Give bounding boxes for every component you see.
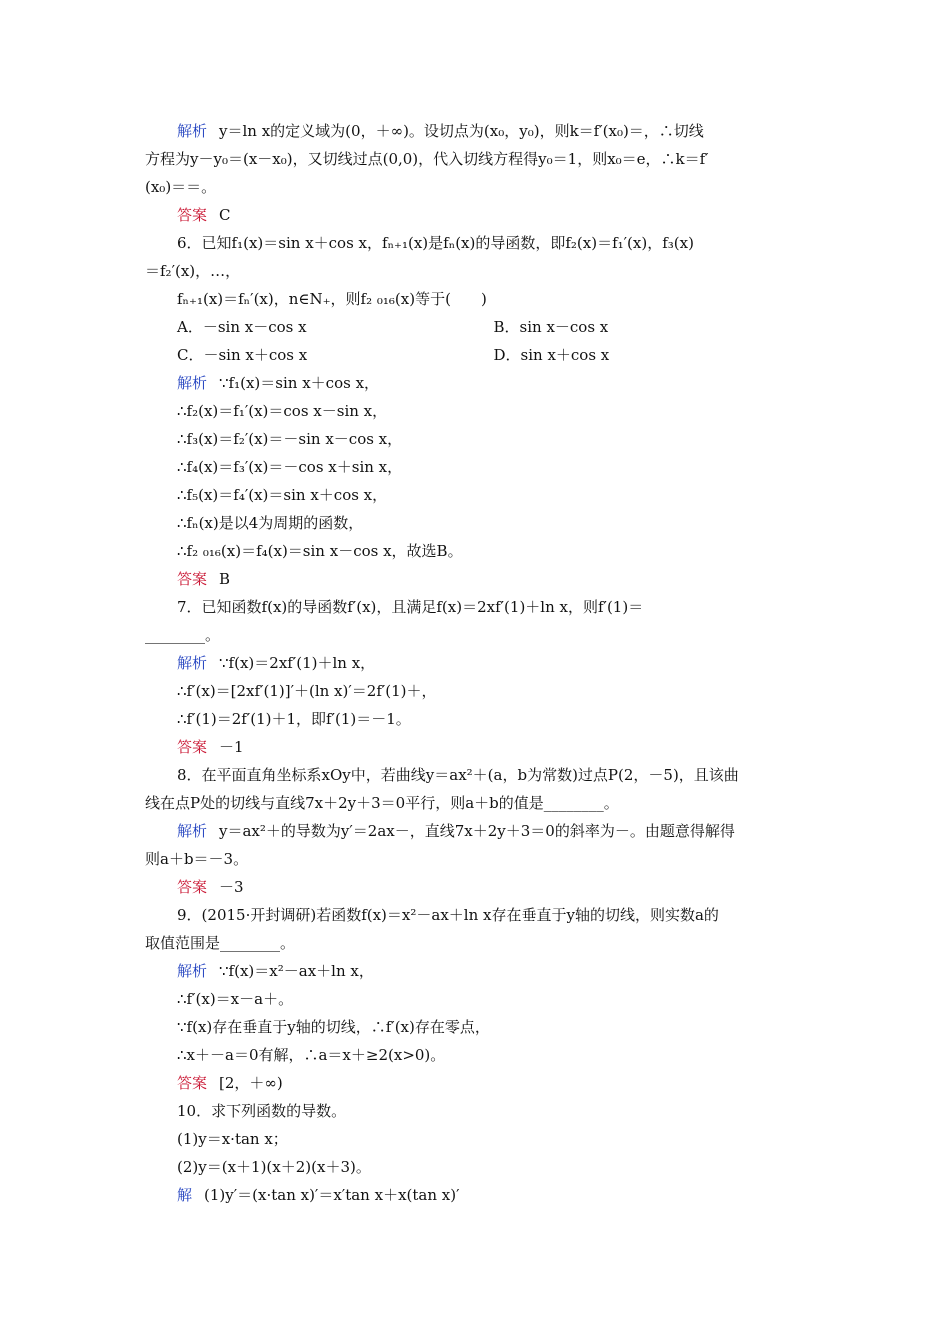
line-text: ∴fₙ(x)是以4为周期的函数， (177, 514, 364, 532)
text-line (145, 537, 810, 565)
choice-row (145, 313, 810, 341)
choice-option: D．sin x＋cos x (493, 346, 610, 364)
analysis-tag: 解析 (177, 654, 208, 672)
line-text: ∵f(x)＝x²－ax＋ln x， (219, 962, 374, 980)
text-line (145, 761, 810, 789)
analysis-tag: 解析 (177, 374, 208, 392)
line-text: 7．已知函数f(x)的导函数f′(x)，且满足f(x)＝2xf′(1)＋ln x，则f′(1)＝ (177, 598, 644, 616)
answer-line (145, 733, 810, 761)
line-text: [2，＋∞) (219, 1074, 283, 1092)
answer-tag: 答案 (177, 1074, 208, 1092)
line-text: 取值范围是________。 (145, 934, 296, 952)
line-text: (1)y＝x·tan x； (177, 1130, 288, 1148)
line-text: ∵f(x)＝2xf′(1)＋ln x， (219, 654, 376, 672)
line-text: －1 (219, 738, 244, 756)
line-text: ∴f₅(x)＝f₄′(x)＝sin x＋cos x， (177, 486, 388, 504)
line-text: ∵f(x)存在垂直于y轴的切线，∴f′(x)存在零点， (177, 1018, 490, 1036)
text-line (145, 593, 810, 621)
answer-line (145, 201, 810, 229)
line-text: ＝f₂′(x)，…， (145, 262, 241, 280)
answer-tag: 答案 (177, 570, 208, 588)
line-text: ∴f′(1)＝2f′(1)＋1，即f′(1)＝－1。 (177, 710, 411, 728)
line-text: ∴f₃(x)＝f₂′(x)＝－sin x－cos x， (177, 430, 403, 448)
line-text: 6．已知f₁(x)＝sin x＋cos x，fₙ₊₁(x)是fₙ(x)的导函数，即f₂(x)＝f₁′(x)，f₃(x) (177, 234, 694, 252)
text-line (145, 1097, 810, 1125)
text-line (145, 789, 810, 817)
choice-row (145, 341, 810, 369)
choice-option: B．sin x－cos x (493, 318, 609, 336)
line-text: (2)y＝(x＋1)(x＋2)(x＋3)。 (177, 1158, 371, 1176)
line-text: (x₀)＝＝。 (145, 178, 217, 196)
analysis-line (145, 117, 810, 145)
analysis-line (145, 957, 810, 985)
line-text: 线在点P处的切线与直线7x＋2y＋3＝0平行，则a＋b的值是________。 (145, 794, 619, 812)
text-line (145, 397, 810, 425)
document-body (145, 117, 810, 1209)
analysis-line (145, 369, 810, 397)
text-line (145, 1013, 810, 1041)
text-line (145, 677, 810, 705)
line-text: ∴f₂(x)＝f₁′(x)＝cos x－sin x， (177, 402, 388, 420)
line-text: ∵f₁(x)＝sin x＋cos x， (219, 374, 380, 392)
text-line (145, 481, 810, 509)
answer-tag: 答案 (177, 878, 208, 896)
line-text: y＝ln x的定义域为(0，＋∞)。设切点为(x₀，y₀)，则k＝f′(x₀)＝，∴切线 (219, 122, 704, 140)
answer-tag: 答案 (177, 738, 208, 756)
text-line (145, 929, 810, 957)
text-line (145, 509, 810, 537)
text-line (145, 145, 810, 173)
line-text: fₙ₊₁(x)＝fₙ′(x)，n∈N₊，则f₂ ₀₁₆(x)等于( ) (177, 290, 487, 308)
text-line (145, 705, 810, 733)
choice-option: A．－sin x－cos x (177, 318, 307, 336)
text-line (145, 453, 810, 481)
choice-option: C．－sin x＋cos x (177, 346, 308, 364)
text-line (145, 229, 810, 257)
line-text: ∴f′(x)＝[2xf′(1)]′＋(ln x)′＝2f′(1)＋， (177, 682, 437, 700)
answer-line (145, 1069, 810, 1097)
text-line (145, 285, 810, 313)
analysis-line (145, 649, 810, 677)
line-text: ∴f₂ ₀₁₆(x)＝f₄(x)＝sin x－cos x，故选B。 (177, 542, 463, 560)
text-line (145, 1153, 810, 1181)
line-text: 9．(2015·开封调研)若函数f(x)＝x²－ax＋ln x存在垂直于y轴的切线，则实数a的 (177, 906, 719, 924)
text-line (145, 901, 810, 929)
text-line (145, 985, 810, 1013)
line-text: 8．在平面直角坐标系xOy中，若曲线y＝ax²＋(a，b为常数)过点P(2，－5)，且该曲 (177, 766, 739, 784)
analysis-line (145, 817, 810, 845)
text-line (145, 1041, 810, 1069)
text-line (145, 257, 810, 285)
line-text: C (219, 206, 231, 224)
line-text: ∴x＋－a＝0有解，∴a＝x＋≥2(x>0)。 (177, 1046, 446, 1064)
line-text: 方程为y－y₀＝(x－x₀)，又切线过点(0,0)，代入切线方程得y₀＝1，则x₀＝e，∴k＝f′ (145, 150, 709, 168)
line-text: B (219, 570, 231, 588)
text-line (145, 425, 810, 453)
analysis-line (145, 1181, 810, 1209)
line-text: 10．求下列函数的导数。 (177, 1102, 347, 1120)
analysis-tag: 解 (177, 1186, 193, 1204)
text-line (145, 845, 810, 873)
answer-line (145, 565, 810, 593)
text-line (145, 621, 810, 649)
line-text: 则a＋b＝－3。 (145, 850, 249, 868)
line-text: －3 (219, 878, 244, 896)
text-line (145, 173, 810, 201)
answer-tag: 答案 (177, 206, 208, 224)
text-line (145, 1125, 810, 1153)
answer-line (145, 873, 810, 901)
line-text: ∴f′(x)＝x－a＋。 (177, 990, 294, 1008)
line-text: (1)y′＝(x·tan x)′＝x′tan x＋x(tan x)′ (204, 1186, 460, 1204)
line-text: ________。 (145, 626, 221, 644)
analysis-tag: 解析 (177, 962, 208, 980)
line-text: ∴f₄(x)＝f₃′(x)＝－cos x＋sin x， (177, 458, 403, 476)
line-text: y＝ax²＋的导数为y′＝2ax－，直线7x＋2y＋3＝0的斜率为－。由题意得解得 (219, 822, 735, 840)
analysis-tag: 解析 (177, 822, 208, 840)
analysis-tag: 解析 (177, 122, 208, 140)
